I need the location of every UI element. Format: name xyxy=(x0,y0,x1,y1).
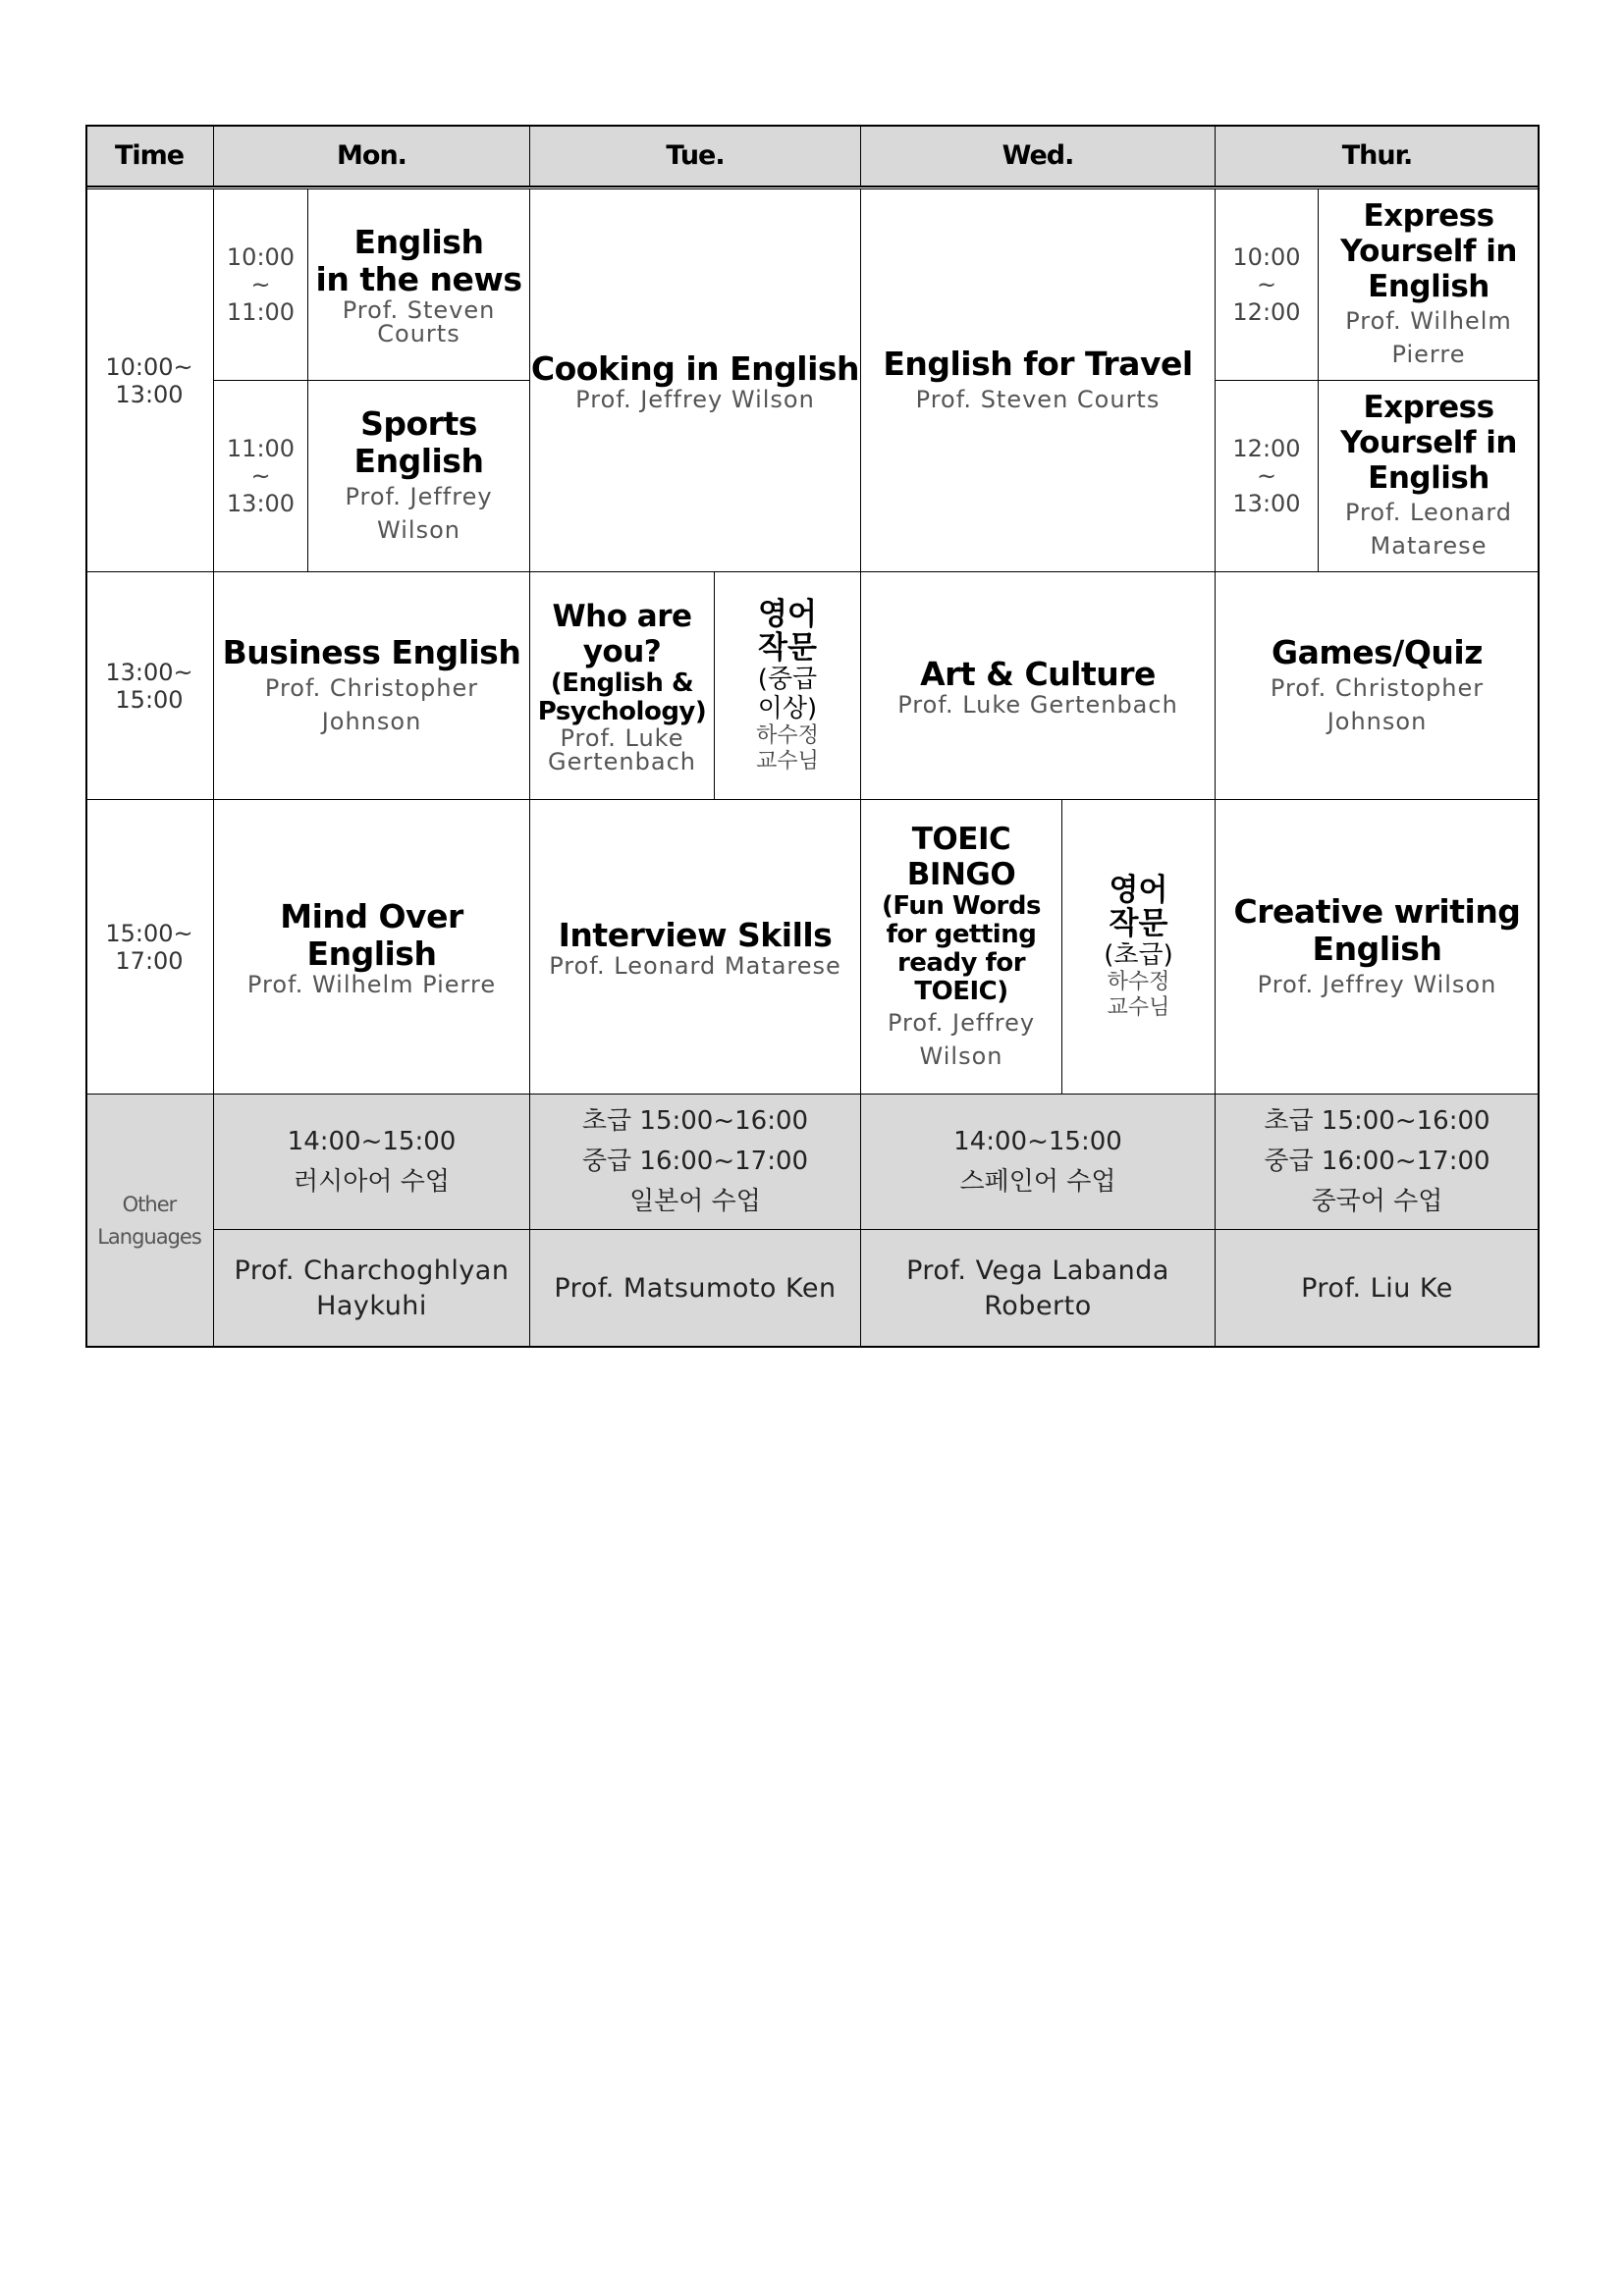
language-professor: Prof. Vega Labanda xyxy=(906,1255,1169,1286)
header-wed xyxy=(861,125,1216,187)
time-slot-1-start: 10:00~ xyxy=(105,352,193,381)
mon-language-professor xyxy=(214,1230,530,1348)
course-level: 이상) xyxy=(757,693,818,723)
time-to: 11:00 xyxy=(226,298,296,326)
header-time xyxy=(85,125,214,187)
course-professor: Prof. Christopher xyxy=(1270,673,1485,702)
header-thu xyxy=(1216,125,1540,187)
tue-korean-writing xyxy=(715,572,861,800)
course-title: English xyxy=(353,442,484,480)
language-schedule: 초급 15:00~16:00 xyxy=(581,1106,809,1136)
course-professor: Prof. Luke xyxy=(560,723,684,752)
course-title: BINGO xyxy=(906,856,1016,892)
course-title: Yourself in xyxy=(1340,425,1517,460)
course-title: Creative writing xyxy=(1233,891,1521,931)
course-title: Yourself in xyxy=(1340,234,1517,269)
header-thu-label: Thur. xyxy=(1341,140,1413,171)
language-professor: Prof. Liu Ke xyxy=(1301,1272,1453,1304)
course-professor: 교수님 xyxy=(756,748,819,774)
course-subtitle: Psychology) xyxy=(537,696,707,726)
course-title: 영어 xyxy=(1109,872,1168,908)
course-title: in the news xyxy=(315,260,522,298)
time-sep: ~ xyxy=(250,462,271,490)
language-professor: Haykuhi xyxy=(316,1290,427,1321)
course-level: (중급 xyxy=(757,664,818,694)
course-level: (초급) xyxy=(1104,939,1173,970)
course-subtitle: TOEIC) xyxy=(914,976,1008,1006)
course-title: English xyxy=(1368,460,1489,496)
language-schedule: 14:00~15:00 xyxy=(953,1126,1122,1156)
wed-toeic-bingo xyxy=(861,800,1062,1095)
mon-english-news xyxy=(308,189,530,381)
other-languages-label-line: Languages xyxy=(97,1224,201,1249)
header-wed-label: Wed. xyxy=(1001,140,1074,171)
time-slot-2-end: 15:00 xyxy=(115,685,184,714)
course-professor: Prof. Wilhelm Pierre xyxy=(246,970,497,998)
wed-art-culture xyxy=(861,572,1216,800)
timetable xyxy=(85,125,1540,1348)
wed-language-professor xyxy=(861,1230,1216,1348)
course-professor: Prof. Steven xyxy=(342,296,496,324)
time-from: 12:00 xyxy=(1232,435,1301,462)
time-to: 12:00 xyxy=(1232,298,1301,326)
course-professor: Prof. Jeffrey xyxy=(887,1008,1036,1037)
header-tue-label: Tue. xyxy=(666,140,725,171)
language-professor: Roberto xyxy=(984,1290,1092,1321)
time-sep: ~ xyxy=(1256,271,1277,298)
mon-russian-class xyxy=(214,1095,530,1230)
course-professor: Johnson xyxy=(321,707,422,735)
course-professor: 하수정 xyxy=(756,722,819,748)
course-title: you? xyxy=(582,633,662,669)
course-title: Games/Quiz xyxy=(1272,632,1483,671)
course-title: Cooking in English xyxy=(530,348,860,388)
mon-mind-over-english xyxy=(214,800,530,1095)
language-schedule: 중국어 수업 xyxy=(1311,1187,1443,1216)
course-title: 작문 xyxy=(1109,905,1168,941)
course-title: Interview Skills xyxy=(558,915,833,954)
language-schedule: 중급 16:00~17:00 xyxy=(581,1147,809,1176)
thu-games-quiz xyxy=(1216,572,1540,800)
course-title: Business English xyxy=(222,632,521,671)
thu-express-yourself-1 xyxy=(1319,189,1540,381)
course-title: TOEIC xyxy=(911,821,1011,857)
mon-sports-english xyxy=(308,381,530,572)
header-time-label: Time xyxy=(114,140,185,171)
header-mon xyxy=(214,125,530,187)
course-professor: Johnson xyxy=(1326,707,1428,735)
course-professor: Prof. Jeffrey Wilson xyxy=(575,385,815,413)
language-schedule: 러시아어 수업 xyxy=(294,1166,450,1197)
time-to: 13:00 xyxy=(226,490,296,517)
course-title: 작문 xyxy=(758,629,817,666)
thu-chinese-class xyxy=(1216,1095,1540,1230)
course-subtitle: (English & xyxy=(550,667,694,698)
thu-creative-writing xyxy=(1216,800,1540,1095)
course-professor: Wilson xyxy=(919,1041,1003,1070)
course-professor: Courts xyxy=(377,320,460,347)
course-title: Express xyxy=(1363,390,1494,425)
wed-korean-writing xyxy=(1062,800,1216,1095)
tue-who-are-you xyxy=(530,572,715,800)
wed-spanish-class xyxy=(861,1095,1216,1230)
course-title: English xyxy=(1312,929,1442,968)
course-title: Art & Culture xyxy=(920,654,1156,693)
course-professor: Prof. Leonard xyxy=(1344,499,1513,526)
time-sep: ~ xyxy=(1256,462,1277,490)
time-slot-3 xyxy=(85,800,214,1095)
course-title: English for Travel xyxy=(883,344,1193,383)
course-subtitle: ready for xyxy=(896,947,1026,978)
time-to: 13:00 xyxy=(1232,490,1301,517)
time-from: 10:00 xyxy=(226,243,296,271)
tue-cooking-english xyxy=(530,189,861,572)
course-professor: Prof. Steven Courts xyxy=(915,385,1161,413)
course-professor: 하수정 xyxy=(1107,969,1170,994)
course-professor: Wilson xyxy=(377,516,460,544)
time-from: 10:00 xyxy=(1232,243,1301,271)
course-title: Sports xyxy=(360,404,477,443)
course-title: Who are xyxy=(552,598,692,634)
other-languages-label-line: Other xyxy=(122,1192,177,1216)
course-subtitle: (Fun Words xyxy=(882,890,1041,921)
tue-interview-skills xyxy=(530,800,861,1095)
course-title: English xyxy=(1368,269,1489,304)
other-languages-label xyxy=(85,1095,214,1348)
course-title: 영어 xyxy=(758,596,817,632)
course-professor: Prof. Jeffrey Wilson xyxy=(1257,970,1497,998)
tue-japanese-class xyxy=(530,1095,861,1230)
course-professor: Prof. Luke Gertenbach xyxy=(897,690,1178,719)
language-schedule: 초급 15:00~16:00 xyxy=(1264,1106,1490,1136)
time-slot-2-start: 13:00~ xyxy=(105,658,193,686)
course-professor: 교수님 xyxy=(1107,994,1170,1020)
course-professor: Matarese xyxy=(1370,532,1488,560)
course-subtitle: for getting xyxy=(886,919,1037,949)
thu-language-professor xyxy=(1216,1230,1540,1348)
course-professor: Gertenbach xyxy=(548,747,696,775)
time-slot-1-end: 13:00 xyxy=(115,380,184,408)
course-professor: Prof. Wilhelm xyxy=(1345,307,1512,335)
course-professor: Prof. Jeffrey xyxy=(345,483,493,510)
header-tue xyxy=(530,125,861,187)
time-sep: ~ xyxy=(250,271,271,298)
course-title: Mind Over English xyxy=(280,896,463,973)
time-slot-2 xyxy=(85,572,214,800)
time-slot-3-end: 17:00 xyxy=(115,946,184,975)
thu-slot2-time xyxy=(1216,381,1319,572)
language-professor: Prof. Matsumoto Ken xyxy=(554,1272,837,1304)
course-title: English xyxy=(353,223,484,261)
time-slot-1 xyxy=(85,189,214,572)
course-professor: Prof. Leonard Matarese xyxy=(549,951,841,980)
course-title: Express xyxy=(1363,198,1494,234)
header-mon-label: Mon. xyxy=(337,140,406,171)
tue-language-professor xyxy=(530,1230,861,1348)
language-schedule: 일본어 수업 xyxy=(629,1187,761,1216)
time-from: 11:00 xyxy=(226,435,296,462)
mon-slot1-time xyxy=(214,189,308,381)
course-professor: Pierre xyxy=(1391,341,1466,368)
mon-slot2-time xyxy=(214,381,308,572)
language-schedule: 14:00~15:00 xyxy=(287,1126,457,1156)
mon-business-english xyxy=(214,572,530,800)
language-schedule: 스페인어 수업 xyxy=(959,1166,1116,1197)
course-professor: Prof. Christopher xyxy=(264,673,479,702)
thu-slot1-time xyxy=(1216,189,1319,381)
thu-express-yourself-2 xyxy=(1319,381,1540,572)
language-schedule: 중급 16:00~17:00 xyxy=(1264,1147,1490,1176)
language-professor: Prof. Charchoghlyan xyxy=(234,1255,510,1286)
time-slot-3-start: 15:00~ xyxy=(105,919,193,947)
wed-english-travel xyxy=(861,189,1216,572)
